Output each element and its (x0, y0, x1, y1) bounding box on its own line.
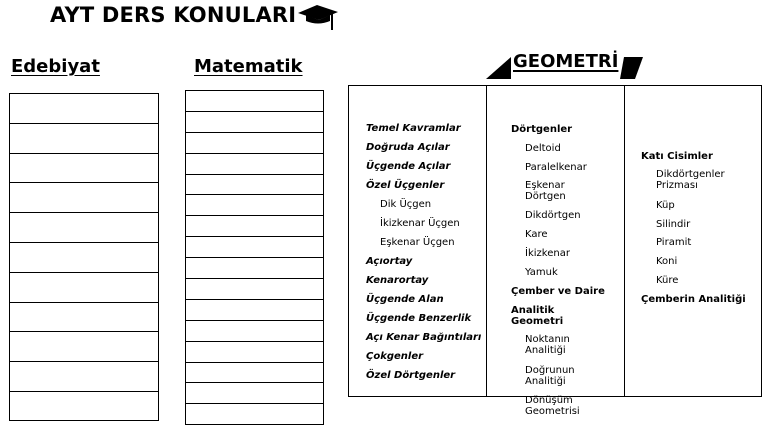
writing-line (10, 392, 158, 422)
subtopic-item: Yamuk (525, 267, 558, 278)
writing-line (186, 195, 323, 216)
writing-line (186, 383, 323, 404)
subtopic-item: Eşkenar Üçgen (380, 237, 455, 248)
writing-line (186, 216, 323, 237)
subtopic-item: Küp (656, 200, 675, 211)
topic-item: Üçgende Benzerlik (366, 313, 472, 324)
edebiyat-heading: Edebiyat (11, 56, 100, 77)
matematik-notes-box (185, 90, 324, 425)
writing-line (186, 279, 323, 300)
graduation-cap-icon (297, 3, 339, 31)
subtopic-item: Koni (656, 256, 678, 267)
writing-line (10, 332, 158, 362)
writing-line (10, 94, 158, 124)
subtopic-item: Eşkenar Dörtgen (525, 180, 566, 202)
topic-item: Temel Kavramlar (366, 123, 461, 134)
writing-line (186, 342, 323, 363)
subtopic-item: Doğrunun Analitiği (525, 365, 575, 387)
subtopic-item: Piramit (656, 237, 692, 248)
pennant-right-icon (620, 56, 644, 80)
writing-line (186, 258, 323, 279)
writing-line (10, 243, 158, 273)
subtopic-item: Dönüşüm Geometrisi (525, 395, 580, 417)
topic-item: Katı Cisimler (641, 151, 713, 162)
matematik-heading: Matematik (194, 56, 303, 77)
writing-line (10, 124, 158, 154)
topic-item: Açı Kenar Bağıntıları (366, 332, 482, 343)
writing-line (186, 175, 323, 196)
subtopic-item: Dik Üçgen (380, 199, 432, 210)
topic-item: Doğruda Açılar (366, 142, 450, 153)
topic-item: Üçgende Alan (366, 294, 444, 305)
writing-line (186, 363, 323, 384)
topic-item: Kenarortay (366, 275, 429, 286)
geometri-heading: GEOMETRİ (513, 51, 619, 72)
writing-line (186, 321, 323, 342)
subtopic-item: İkizkenar (525, 248, 570, 259)
topic-item: Çokgenler (366, 351, 424, 362)
topic-item: Açıortay (366, 256, 413, 267)
writing-line (10, 303, 158, 333)
topic-item: Özel Üçgenler (366, 180, 445, 191)
column-divider (486, 85, 487, 397)
page-title: AYT DERS KONULARI (50, 3, 297, 27)
writing-line (10, 273, 158, 303)
topic-item: Analitik Geometri (511, 305, 564, 327)
topic-item: Dörtgenler (511, 124, 573, 135)
subtopic-item: Dikdörtgenler Prizması (656, 169, 725, 191)
writing-line (186, 133, 323, 154)
subtopic-item: Küre (656, 275, 679, 286)
subtopic-item: Kare (525, 229, 548, 240)
writing-line (10, 362, 158, 392)
writing-line (10, 154, 158, 184)
topic-item: Özel Dörtgenler (366, 370, 456, 381)
writing-line (186, 91, 323, 112)
writing-line (10, 183, 158, 213)
column-divider (624, 85, 625, 397)
topic-item: Çember ve Daire (511, 286, 605, 297)
subtopic-item: Deltoid (525, 143, 561, 154)
topic-item: Çemberin Analitiği (641, 294, 746, 305)
topic-item: Üçgende Açılar (366, 161, 451, 172)
writing-line (186, 300, 323, 321)
edebiyat-notes-box (9, 93, 159, 421)
writing-line (186, 112, 323, 133)
writing-line (186, 154, 323, 175)
subtopic-item: Paralelkenar (525, 162, 587, 173)
subtopic-item: İkizkenar Üçgen (380, 218, 460, 229)
subtopic-item: Noktanın Analitiği (525, 334, 570, 356)
subtopic-item: Dikdörtgen (525, 210, 581, 221)
writing-line (186, 237, 323, 258)
subtopic-item: Silindir (656, 219, 691, 230)
writing-line (10, 213, 158, 243)
writing-line (186, 404, 323, 425)
pennant-left-icon (486, 56, 512, 80)
